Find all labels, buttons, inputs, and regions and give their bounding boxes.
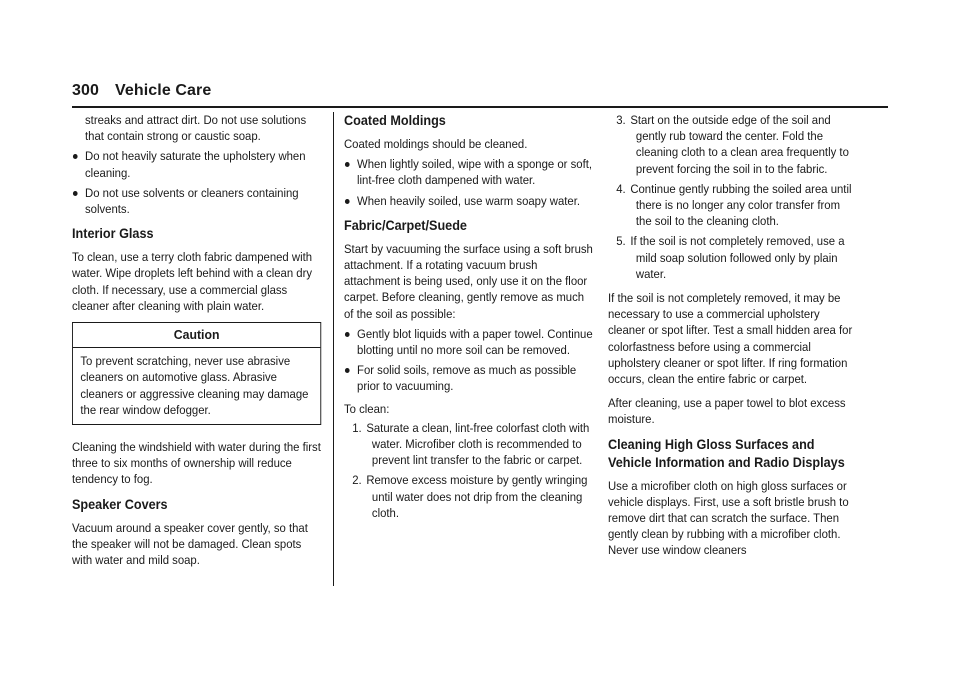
caution-title: Caution xyxy=(73,323,320,348)
step-number: 4. xyxy=(616,181,626,196)
bullet-icon xyxy=(73,154,78,159)
soil-not-removed-text: If the soil is not completely removed, it may be necessary to use a commercial upholstery cleaner or spot lifter. Test a small hidden area for colorfastness before using a commercial upholstery cleaner or spot lifter. If ring formation occurs, clean the entire fabric or carpet. xyxy=(608,291,853,387)
upholstery-bullets xyxy=(72,148,321,217)
heading-high-gloss: Cleaning High Gloss Surfaces and Vehicle Information and Radio Displays xyxy=(608,436,845,470)
bullet-icon xyxy=(345,199,350,204)
list-item: For solid soils, remove as much as possible prior to vacuuming. xyxy=(344,362,593,394)
high-gloss-text: Use a microfiber cloth on high gloss surfaces or vehicle displays. First, use a soft bristle brush to remove dirt that can scratch the surface. Then gently clean by rubbing with a microfiber cloth. Never use window cleaners xyxy=(608,478,849,558)
page-number: 300 xyxy=(72,82,99,99)
step-text: Remove excess moisture by gently wringing until water does not drip from the cleaning cloth. xyxy=(366,473,588,520)
interior-glass-text: To clean, use a terry cloth fabric dampened with water. Wipe droplets left behind with a clean dry cloth. If necessary, use a commercial glass cleaner after cleaning with plain water. xyxy=(72,250,313,313)
heading-fabric-carpet-suede: Fabric/Carpet/Suede xyxy=(344,217,467,233)
step-number: 3. xyxy=(616,113,626,127)
coated-moldings-bullets xyxy=(344,156,593,209)
step-number: 2. xyxy=(352,473,362,488)
cleaning-steps-1 xyxy=(344,420,593,521)
header-rule xyxy=(72,106,888,108)
caution-text: To prevent scratching, never use abrasive cleaners on automotive glass. Abrasive cleaners or aggressive cleaning may damage the rear window defogger. xyxy=(80,354,309,417)
coated-moldings-text: Coated moldings should be cleaned. xyxy=(344,137,528,151)
bullet-icon xyxy=(345,332,350,337)
heading-speaker-covers: Speaker Covers xyxy=(72,496,168,512)
bullet-icon xyxy=(345,368,350,373)
fabric-text: Start by vacuuming the surface using a soft brush attachment. If a rotating vacuum brush attachment is being used, only use it on the floor carpet. Before cleaning, gently remove as much of the soil as possible: xyxy=(344,241,593,321)
column-2 xyxy=(344,112,593,529)
step-text: Continue gently rubbing the soiled area until there is no longer any color transfer from the soil to the cleaning cloth. xyxy=(630,181,852,229)
step-number: 5. xyxy=(616,234,626,249)
column-1 xyxy=(72,112,321,576)
list-item xyxy=(608,233,857,282)
list-item: Do not use solvents or cleaners containing solvents. xyxy=(72,185,321,217)
step-text: Start on the outside edge of the soil and gently rub toward the center. Fold the cleaning cloth to a clean area frequently to prevent forcing the soil in to the fabric. xyxy=(630,113,849,176)
column-divider xyxy=(333,112,334,586)
column-3 xyxy=(608,112,857,567)
continued-text: streaks and attract dirt. Do not use solutions that contain strong or caustic soap. xyxy=(85,113,307,144)
step-text: Saturate a clean, lint-free colorfast cloth with water. Microfiber cloth is recommended to prevent lint transfer to the fabric or carpet. xyxy=(366,420,590,468)
speaker-covers-text: Vacuum around a speaker cover gently, so that the speaker will not be damaged. Clean spots with water and mild soap. xyxy=(72,520,308,568)
fabric-bullets xyxy=(344,326,593,395)
list-item xyxy=(608,112,857,177)
heading-interior-glass: Interior Glass xyxy=(72,226,154,242)
list-item: When heavily soiled, use warm soapy water. xyxy=(344,193,593,209)
bullet-icon xyxy=(345,162,350,167)
bullet-icon xyxy=(73,191,78,196)
list-item: Do not heavily saturate the upholstery when cleaning. xyxy=(72,148,321,180)
page-header xyxy=(72,82,211,100)
list-item xyxy=(344,420,593,469)
list-item: When lightly soiled, wipe with a sponge or soft, lint-free cloth dampened with water. xyxy=(344,156,593,188)
caution-box xyxy=(72,322,321,425)
list-item: Gently blot liquids with a paper towel. Continue blotting until no more soil can be removed. xyxy=(344,326,593,358)
step-text: If the soil is not completely removed, use a mild soap solution followed only by plain water. xyxy=(630,234,845,281)
section-title: Vehicle Care xyxy=(115,82,212,99)
windshield-text: Cleaning the windshield with water during the first three to six months of ownership will reduce tendency to fog. xyxy=(72,440,321,487)
to-clean-label: To clean: xyxy=(344,401,390,416)
after-cleaning-text: After cleaning, use a paper towel to blot excess moisture. xyxy=(608,396,846,427)
cleaning-steps-2 xyxy=(608,112,857,282)
heading-coated-moldings: Coated Moldings xyxy=(344,113,446,128)
list-item xyxy=(344,472,593,521)
step-number: 1. xyxy=(352,420,362,435)
list-item xyxy=(608,181,857,230)
